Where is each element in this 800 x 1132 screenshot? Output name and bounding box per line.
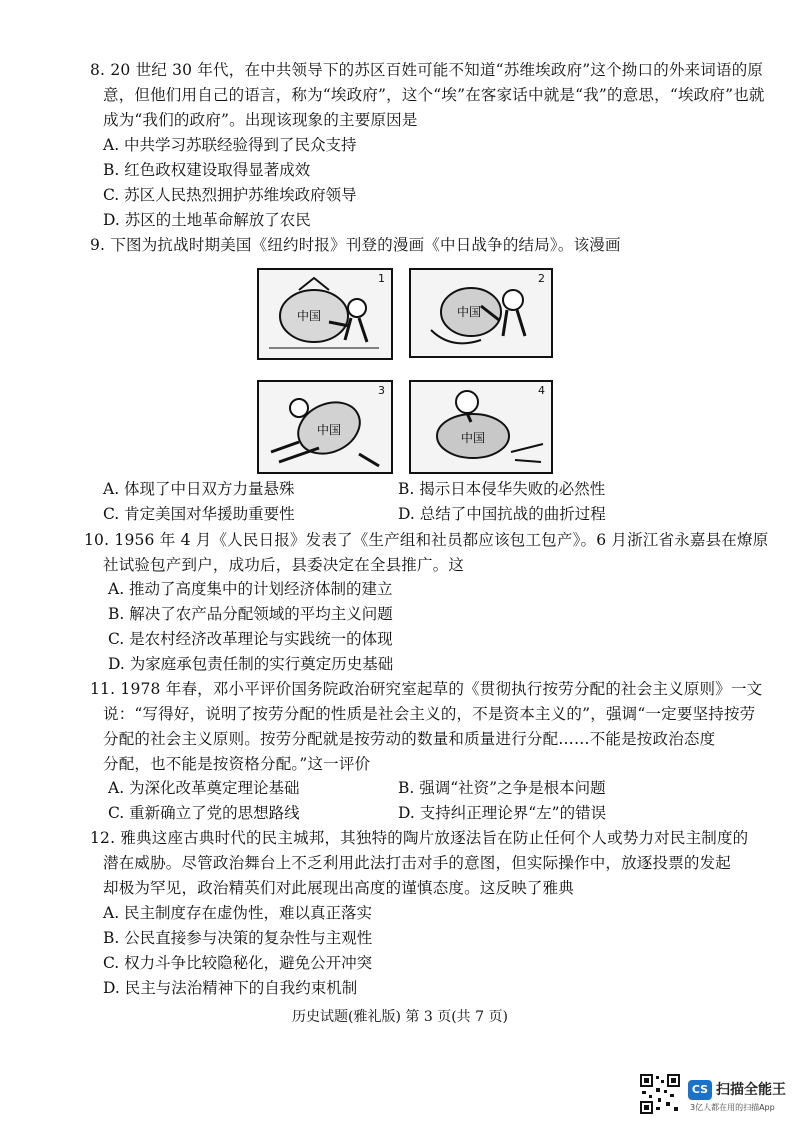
q9-option-d: D. 总结了中国抗战的曲折过程 [398,505,606,523]
page-footer: 历史试题(雅礼版) 第 3 页(共 7 页) [292,1009,508,1025]
q11-option-a: A. 为深化改革奠定理论基础 [108,779,300,797]
panel-4-number: 4 [538,384,545,397]
q10-option-a: A. 推动了高度集中的计划经济体制的建立 [108,580,393,598]
panel-2-label: 中国 [457,305,482,319]
q12-stem-line-3: 却极为罕见，政治精英们对此展现出高度的谨慎态度。这反映了雅典 [103,879,575,897]
scanner-app-subtitle: 3亿人都在用的扫描App [690,1103,775,1112]
panel-3-drawing [259,382,391,472]
panel-1-number: 1 [378,272,385,285]
q8-stem-line-3: 成为“我们的政府”。出现该现象的主要原因是 [103,111,418,129]
panel-4-label: 中国 [461,431,486,445]
q11-option-b: B. 强调“社资”之争是根本问题 [398,779,606,797]
q11-stem-line-1: 11. 1978 年春，邓小平评价国务院政治研究室起草的《贯彻执行按劳分配的社会主义原则》一文 [90,680,763,698]
panel-4-drawing [411,382,551,472]
cartoon-panel-3 [257,380,393,474]
q9-option-c: C. 肯定美国对华援助重要性 [103,505,295,523]
q12-stem-line-2: 潜在威胁。尽管政治舞台上不乏利用此法打击对手的意图，但实际操作中，放逐投票的发起 [103,854,732,872]
q10-option-b: B. 解决了农产品分配领域的平均主义问题 [108,605,393,623]
panel-2-drawing [411,270,551,356]
q9-stem-line-1: 9. 下图为抗战时期美国《纽约时报》刊登的漫画《中日战争的结局》。该漫画 [90,236,621,254]
q12-option-c: C. 权力斗争比较隐秘化，避免公开冲突 [103,954,373,972]
panel-1-label: 中国 [297,309,322,323]
q8-option-c: C. 苏区人民热烈拥护苏维埃政府领导 [103,186,357,204]
panel-1-drawing [259,270,391,358]
q8-stem-line-1: 8. 20 世纪 30 年代，在中共领导下的苏区百姓可能不知道“苏维埃政府”这个拗口的外来词语的原 [90,61,764,79]
q8-option-a: A. 中共学习苏联经验得到了民众支持 [103,136,357,154]
q12-option-d: D. 民主与法治精神下的自我约束机制 [103,979,358,997]
q11-stem-line-4: 分配，也不能是按资格分配。”这一评价 [103,755,371,773]
q9-option-b: B. 揭示日本侵华失败的必然性 [398,480,606,498]
q12-option-b: B. 公民直接参与决策的复杂性与主观性 [103,929,373,947]
q11-stem-line-3: 分配的社会主义原则。按劳分配就是按劳动的数量和质量进行分配……不能是按政治态度 [103,730,716,748]
panel-3-label: 中国 [317,423,342,437]
panel-3-number: 3 [378,384,385,397]
q12-option-a: A. 民主制度存在虚伪性，难以真正落实 [103,904,373,922]
qr-code-icon [640,1074,680,1114]
panel-2-number: 2 [538,272,545,285]
q10-stem-line-1: 10. 1956 年 4 月《人民日报》发表了《生产组和社员都应该包工包产》。6 月浙江省永嘉县在燎原 [84,531,769,549]
q8-stem-line-2: 意，但他们用自己的语言，称为“埃政府”，这个“埃”在客家话中就是“我”的意思，“埃政府”也就 [103,86,765,104]
q8-option-b: B. 红色政权建设取得显著成效 [103,161,311,179]
scanner-app-title: 扫描全能王 [716,1082,786,1098]
scanner-logo-icon: CS [688,1080,712,1100]
q10-option-c: C. 是农村经济改革理论与实践统一的体现 [108,630,393,648]
cartoon-panel-1 [257,268,393,360]
q8-option-d: D. 苏区的土地革命解放了农民 [103,211,311,229]
q12-stem-line-1: 12. 雅典这座古典时代的民主城邦，其独特的陶片放逐法旨在防止任何个人或势力对民主制度的 [90,829,749,847]
q10-stem-line-2: 社试验包产到户，成功后，县委决定在全县推广。这 [103,556,465,574]
q9-option-a: A. 体现了中日双方力量悬殊 [103,480,295,498]
q10-option-d: D. 为家庭承包责任制的实行奠定历史基础 [108,655,394,673]
q11-option-d: D. 支持纠正理论界“左”的错误 [398,804,607,822]
q11-option-c: C. 重新确立了党的思想路线 [108,804,300,822]
cartoon-panel-4 [409,380,553,474]
cartoon-panel-2 [409,268,553,358]
q11-stem-line-2: 说：“写得好，说明了按劳分配的性质是社会主义的，不是资本主义的”，强调“一定要坚持按劳 [103,705,756,723]
